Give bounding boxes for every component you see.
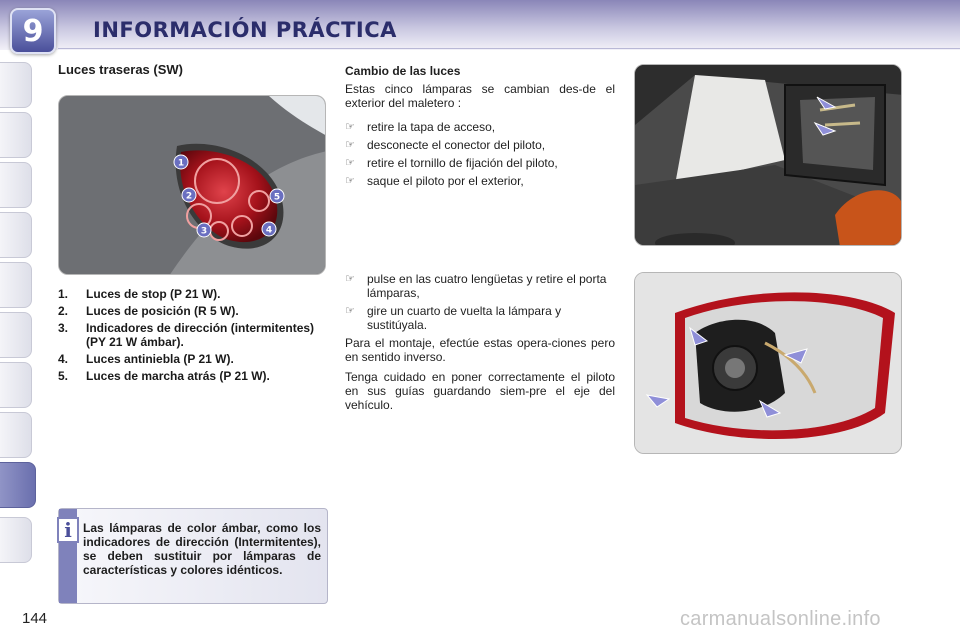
chapter-tab-strip — [0, 62, 36, 572]
change-intro: Estas cinco lámparas se cambian des-de el exterior del maletero : — [345, 82, 615, 110]
pointer-icon: ☞ — [345, 139, 355, 151]
chapter-tab-8[interactable] — [0, 412, 32, 458]
callout-2: 2 — [185, 191, 193, 202]
info-note-box — [58, 508, 328, 604]
list-item: ☞ retire el tornillo de fijación del piloto, — [345, 156, 558, 170]
bulb-list — [58, 287, 330, 386]
page-number: 144 — [22, 610, 48, 627]
header-divider — [58, 48, 960, 49]
pointer-icon: ☞ — [345, 305, 355, 317]
pointer-icon: ☞ — [345, 157, 355, 169]
info-note-text: Las lámparas de color ámbar, como los indicadores de dirección (Intermitentes), se deben sustituir por lámparas de características y colores idénticos. — [83, 521, 321, 577]
list-item: ☞ desconecte el conector del piloto, — [345, 138, 546, 152]
lamp-holder-photo — [634, 272, 902, 454]
steps-list — [345, 120, 615, 188]
list-item: ☞ gire un cuarto de vuelta la lámpara y sustitúyala. — [345, 304, 562, 332]
page-title: INFORMACIÓN PRÁCTICA — [93, 18, 397, 42]
list-item: ☞ retire la tapa de acceso, — [345, 120, 496, 134]
pointer-icon: ☞ — [345, 121, 355, 133]
callout-3: 3 — [200, 226, 208, 237]
pointer-icon: ☞ — [345, 175, 355, 187]
rear-light-photo — [58, 95, 326, 275]
alignment-note: Tenga cuidado en poner correctamente el piloto en sus guías guardando siem-pre el eje del vehículo. — [345, 370, 615, 412]
rear-light-illustration — [59, 96, 326, 275]
list-item: 2. Luces de posición (R 5 W). — [58, 304, 239, 318]
callout-1: 1 — [177, 158, 185, 169]
chapter-tab-5[interactable] — [0, 262, 32, 308]
section-title: Luces traseras (SW) — [58, 62, 183, 77]
chapter-tab-4[interactable] — [0, 212, 32, 258]
chapter-tab-9-active[interactable] — [0, 462, 36, 508]
chapter-tab-10[interactable] — [0, 517, 32, 563]
chapter-badge: 9 — [10, 8, 56, 54]
change-heading: Cambio de las luces — [345, 64, 461, 78]
callout-5: 5 — [273, 192, 281, 203]
list-item: ☞ pulse en las cuatro lengüetas y retire el porta lámparas, — [345, 272, 607, 300]
chapter-tab-3[interactable] — [0, 162, 32, 208]
list-item: 4. Luces antiniebla (P 21 W). — [58, 352, 234, 366]
chapter-tab-1[interactable] — [0, 62, 32, 108]
list-item: 1. Luces de stop (P 21 W). — [58, 287, 221, 301]
chapter-tab-2[interactable] — [0, 112, 32, 158]
watermark: carmanualsonline.info — [680, 608, 881, 630]
reassembly-note: Para el montaje, efectúe estas opera-ciones pero en sentido inverso. — [345, 336, 615, 364]
list-item: ☞ saque el piloto por el exterior, — [345, 174, 524, 188]
change-instructions-continued — [345, 272, 615, 422]
chapter-tab-7[interactable] — [0, 362, 32, 408]
change-instructions — [345, 64, 615, 192]
trunk-illustration — [635, 65, 902, 246]
info-icon: i — [57, 517, 79, 543]
pointer-icon: ☞ — [345, 273, 355, 285]
trunk-access-photo — [634, 64, 902, 246]
steps-list-2 — [345, 272, 615, 332]
list-item: 5. Luces de marcha atrás (P 21 W). — [58, 369, 270, 383]
callout-4: 4 — [265, 225, 273, 236]
list-item: 3. Indicadores de dirección (intermitentes) (PY 21 W ámbar). — [58, 321, 315, 349]
chapter-tab-6[interactable] — [0, 312, 32, 358]
lamp-holder-illustration — [635, 273, 902, 454]
